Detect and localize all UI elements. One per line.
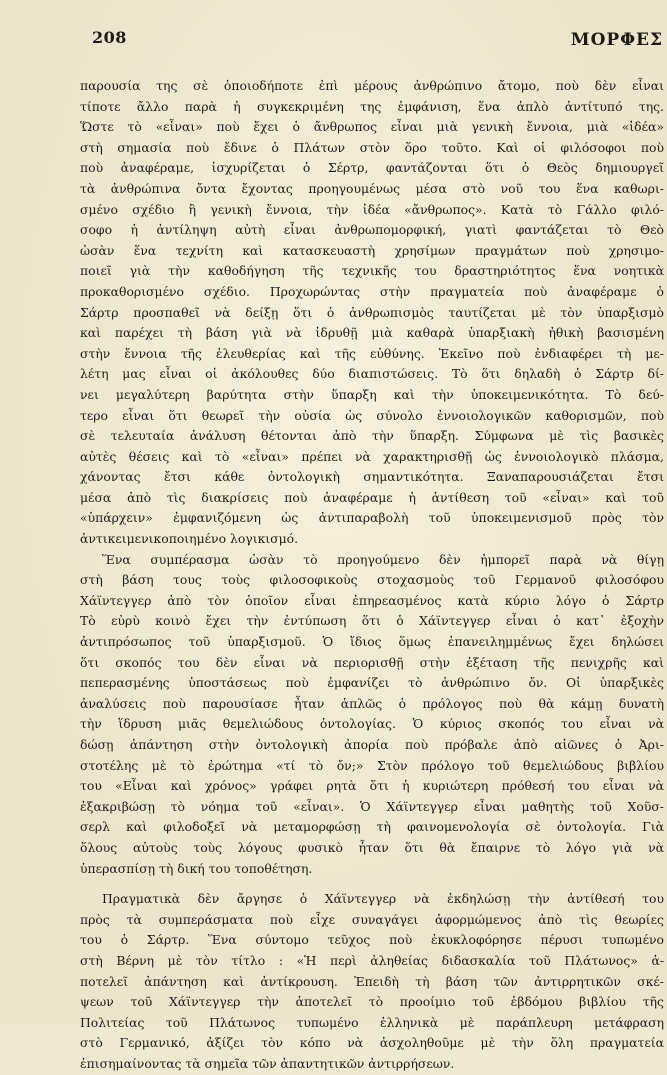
text-line: στὴ βάση τους τοὺς φιλοσοφικοὺς στοχασμοὺς τοῦ Γερμανοῦ φιλοσόφου	[80, 572, 664, 588]
text-line: προκαθορισμένο σχέδιο. Προχωρώντας στὴν πραγματεία ποὺ ἀναφέραμε ὁ	[80, 283, 664, 299]
text-line: μέσα ἀπὸ τὶς διακρίσεις ποὺ ἀναφέραμε ἡ ἀντίθεση τοῦ «εἶναι» καὶ τοῦ	[80, 489, 664, 505]
text-line: σοφο ἡ ἀντίληψη αὐτὴ εἶναι ἀνθρωπομορφική, γιατὶ φαντάζεται τὸ Θεὸ	[80, 222, 664, 238]
text-line: στὴν ἔννοια τῆς ἐλευθερίας καὶ τῆς εὐθύνης. Ἐκεῖνο ποὺ ἐνδιαφέρει τὴ με-	[80, 345, 664, 361]
text-line: στοτέλης μὲ τὸ ἐρώτημα «τί τὸ ὄν;» Στὸν πρόλογο τοῦ θεμελιώδους βιβλίου	[80, 757, 664, 773]
paragraph	[80, 889, 664, 1074]
text-line: «ὑπάρχειν» ἐμφανιζόμενη ὡς ἀντιπαραβολὴ τοῦ ὑποκειμενισμοῦ πρὸς τὸν	[80, 510, 664, 526]
text-line: αὐτὲς θέσεις καὶ τὸ «εἶναι» πρέπει νὰ χαρακτηρισθῇ ὡς ἐννοιολογικὸ πλάσμα,	[80, 448, 664, 464]
running-head: ΜΟΡΦΕΣ	[570, 30, 663, 50]
text-line: ὑπερασπίσῃ τὴ δική του τοποθέτηση.	[80, 860, 313, 876]
text-line: τὴν ἵδρυση μιᾶς θεμελιώδους ὀντολογίας. Ὁ κύριος σκοπός του εἶναι νὰ	[80, 716, 664, 732]
paragraph-gap	[80, 879, 664, 889]
text-line: ψεων τοῦ Χάϊντεγγερ τὴν ἀποτελεῖ τὸ προοίμιο τοῦ ἑβδόμου βιβλίου τῆς	[80, 994, 664, 1010]
text-line: λέτη μας εἶναι οἱ ἀκόλουθες δύο διαπιστώσεις. Τὸ ὅτι δηλαδὴ ὁ Σάρτρ δί-	[80, 366, 664, 382]
text-line: τερο εἶναι ὅτι θεωρεῖ τὴν οὐσία ὡς σύνολο ἐννοιολογικῶν καθορισμῶν, ποὺ	[80, 407, 664, 423]
text-line: σερλ καὶ φιλοδοξεῖ νὰ μεταμορφώσῃ τὴ φαινομενολογία σὲ ὀντολογία. Γιὰ	[80, 819, 664, 835]
text-line: ἀντιπρόσωπος τοῦ ὑπαρξισμοῦ. Ὁ ἴδιος ὅμως ἐπανειλημμένως ἔχει δηλώσει	[80, 634, 664, 650]
page-number: 208	[92, 28, 127, 47]
text-line: Ὥστε τὸ «εἶναι» ποὺ ἔχει ὁ ἄνθρωπος εἶναι μιὰ γενικὴ ἔννοια, μιὰ «ἰδέα»	[80, 119, 664, 135]
text-line: Χάϊντεγγερ ἀπὸ τὸν ὁποῖον εἶναι ἐπηρεασμένος κατὰ κύριο λόγο ὁ Σάρτρ	[80, 592, 664, 608]
text-line: τίποτε ἄλλο παρὰ ἡ συγκεκριμένη της ἐμφάνιση, ἕνα ἁπλὸ ἀντίτυπό της.	[80, 98, 664, 114]
paragraph	[80, 76, 664, 550]
text-line: Πραγματικὰ δὲν ἄργησε ὁ Χάϊντεγγερ νὰ ἐκδηλώσῃ τὴν ἀντίθεσή του	[102, 891, 664, 907]
text-line: στὸ Γερμανικό, ἀξίζει τὸν κόπο νὰ ἀσχοληθοῦμε μὲ τὴν ὅλη πραγματεία	[80, 1035, 664, 1051]
text-line: στὴ Βέρνη μὲ τὸν τίτλο : «Ἡ περὶ ἀληθείας διδασκαλία τοῦ Πλάτωνος» ἀ-	[80, 952, 664, 968]
text-line: πεπερασμένης ὑποστάσεως ποὺ ἐμφανίζει τὸ ἀνθρώπινο ὄν. Οἱ ὑπαρξικὲς	[80, 675, 664, 691]
text-line: ποὺ ἀναφέραμε, ἰσχυρίζεται ὁ Σέρτρ, φαντάζονται ὅτι ὁ Θεὸς δημιουργεῖ	[80, 160, 664, 176]
text-line: στὴ σημασία ποὺ ἔδινε ὁ Πλάτων στὸν ὅρο τοῦτο. Καὶ οἱ φιλόσοφοι ποὺ	[80, 139, 664, 155]
text-line: Ἕνα συμπέρασμα ὡσὰν τὸ προηγούμενο δὲν ἠμπορεῖ παρὰ νὰ θίγῃ	[102, 551, 664, 567]
text-line: δώσῃ ἀπάντηση στὴν ὀντολογικὴ ἀπορία ποὺ πρόβαλε ἀπὸ αἰῶνες ὁ Ἀρι-	[80, 737, 664, 752]
text-line: ὅλους αὐτοὺς τοὺς λόγους φυσικὸ ἦταν ὅτι θὰ ἔπαιρνε τὸ λόγο γιὰ νὰ	[80, 839, 664, 855]
text-line: τὰ ἀνθρώπινα ὄντα ἔχοντας προηγουμένως μέσα στὸ νοῦ του ἕνα καθωρι-	[80, 180, 664, 196]
text-line: χάνοντας ἔτσι κάθε ὀντολογικὴ σημαντικότητα. Ξαναπαρουσιάζεται ἔτσι	[80, 469, 664, 485]
text-line: ἐπισημαίνοντας τὰ σημεῖα τῶν ἀπαντητικῶν ἀντιρρήσεων.	[80, 1055, 455, 1071]
text-line: πρὸς τὰ συμπεράσματα ποὺ εἶχε συναγάγει ἀφορμώμενος ἀπὸ τὶς θεωρίες	[80, 911, 664, 927]
text-line: παρουσία της σὲ ὁποιοδήποτε ἐπὶ μέρους ἀνθρώπινο ἄτομο, ποὺ δὲν εἶναι	[80, 78, 664, 93]
text-line: ἀντικειμενικοποιημένο λογικισμό.	[80, 531, 299, 547]
text-line: σὲ τελευταία ἀνάλυση θέτονται ἀπὸ τὴν ὕπαρξη. Σύμφωνα μὲ τὶς βασικὲς	[80, 428, 664, 444]
text-line: του ὁ Σάρτρ. Ἕνα σύντομο τεῦχος ποὺ ἐκυκλοφόρησε πέρυσι τυπωμένο	[80, 932, 664, 948]
text-line: ὅτι σκοπός του δὲν εἶναι νὰ περιορισθῇ στὴν ἐξέταση τῆς πενιχρῆς καὶ	[80, 654, 664, 670]
text-line: νει μεγαλύτερη βαρύτητα στὴν ὕπαρξη καὶ τὴν ὑποκειμενικότητα. Τὸ δεύ-	[80, 386, 664, 402]
paragraph	[80, 550, 664, 880]
text-line: ποτελεῖ ἀπάντηση καὶ ἀντίκρουση. Ἐπειδὴ τὴ βάση τῶν ἀντιρρητικῶν σκέ-	[80, 973, 664, 989]
text-line: σμένο σχέδιο ἢ γενικὴ ἔννοια, τὴν ἰδέα «ἄνθρωπος». Κατὰ τὸ Γάλλο φιλό-	[80, 201, 664, 217]
text-line: καὶ παρέχει τὴ βάση γιὰ νὰ ἱδρυθῇ μιὰ καθαρὰ ὑπαρξιακὴ ἠθικὴ βασισμένη	[80, 325, 664, 341]
text-line: Σάρτρ προσπαθεῖ νὰ δείξῃ ὅτι ὁ ἀνθρωπισμὸς ταυτίζεται μὲ τὸν ὑπαρξισμὸ	[80, 304, 664, 320]
text-line: Τὸ εὐρὺ κοινὸ ἔχει τὴν ἐντύπωση ὅτι ὁ Χάϊντεγγερ εἶναι ὁ κατ᾽ ἐξοχὴν	[80, 613, 664, 629]
text-line: του «Εἶναι καὶ χρόνος» γράφει ρητὰ ὅτι ἡ κυριώτερη πρόθεσή του εἶναι νὰ	[80, 778, 664, 794]
text-line: ἐξακριβώσῃ τὸ νόημα τοῦ «εἶναι». Ὁ Χάϊντεγγερ εἶναι μαθητὴς τοῦ Χοῦσ-	[80, 798, 664, 814]
text-line: Πολιτείας τοῦ Πλάτωνος τυπωμένο ἑλληνικὰ μὲ παράπλευρη μετάφραση	[80, 1014, 664, 1030]
text-line: ὡσὰν ἕνα τεχνίτη καὶ κατασκευαστὴ χρησίμων πραγμάτων ποὺ χρησιμο-	[80, 242, 664, 258]
text-line: ποιεῖ γιὰ τὴν καθοδήγηση τῆς τεχνικῆς του δραστηριότητος ἕνα νοητικὰ	[80, 263, 664, 279]
text-line: ἀναλύσεις ποὺ παρουσίασε ἦταν ἁπλῶς ὁ πρόλογος ποὺ θὰ κάμῃ δυνατὴ	[80, 695, 664, 711]
body-text	[80, 76, 664, 1075]
